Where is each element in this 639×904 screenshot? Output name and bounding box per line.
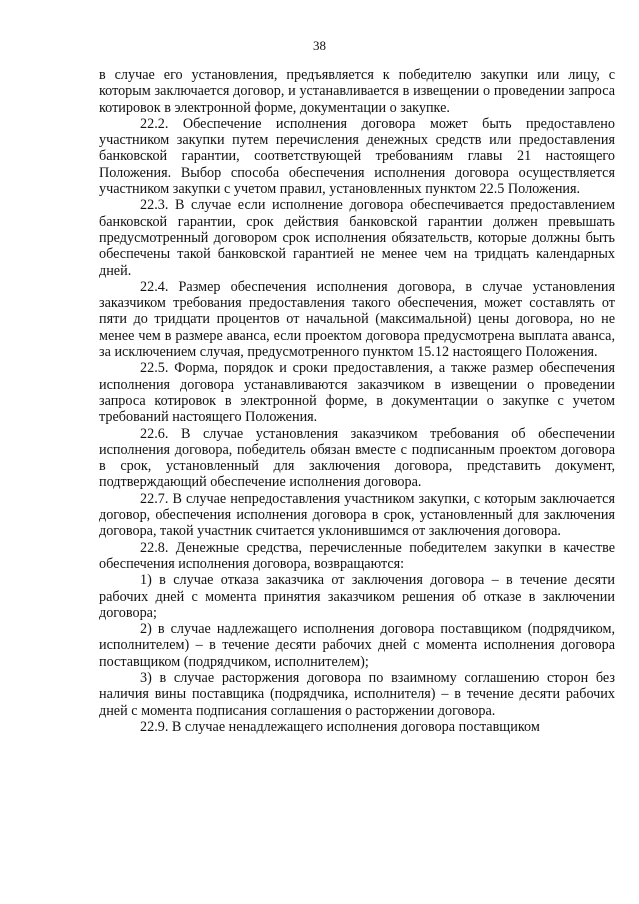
list-item-22-8-3: 3) в случае расторжения договора по взаимному соглашению сторон без наличия вины поставщика (подрядчика, исполнителя) – в течение десяти рабочих дней с момента подписания соглашения о расторжении договора. (99, 669, 615, 719)
paragraph-22-5: 22.5. Форма, порядок и сроки предоставления, а также размер обеспечения исполнения договора устанавливаются заказчиком в извещении о проведении запроса котировок в электронной форме, в документации о закупке с учетом требований настоящего Положения. (99, 360, 615, 426)
paragraph-22-6: 22.6. В случае установления заказчиком требования об обеспечении исполнения договора, победитель обязан вместе с подписанным проектом договора в срок, установленный для заключения договора, представить документ, подтверждающий обеспечение исполнения договора. (99, 425, 615, 491)
paragraph-22-8: 22.8. Денежные средства, перечисленные победителем закупки в качестве обеспечения исполнения договора, возвращаются: (99, 539, 615, 572)
paragraph-22-3: 22.3. В случае если исполнение договора обеспечивается предоставлением банковской гарантии, срок действия банковской гарантии должен превышать предусмотренный договором срок исполнения обязательств, которые должны быть обеспечены такой банковской гарантией не менее чем на тридцать календарных дней. (99, 197, 615, 279)
page-number: 38 (313, 38, 326, 53)
list-item-22-8-1: 1) в случае отказа заказчика от заключения договора – в течение десяти рабочих дней с момента принятия заказчиком решения об отказе в заключении договора; (99, 572, 615, 621)
document-body (99, 67, 615, 735)
paragraph-22-2: 22.2. Обеспечение исполнения договора может быть предоставлено участником закупки путем перечисления денежных средств или предоставления банковской гарантии, соответствующей требованиям главы 21 настоящего Положения. Выбор способа обеспечения исполнения договора осуществляется участником закупки с учетом правил, установленных пунктом 22.5 Положения. (99, 115, 615, 198)
paragraph-continuation: в случае его установления, предъявляется к победителю закупки или лицу, с которым заключается договор, и устанавливается в извещении о проведении запроса котировок в электронной форме, документации о закупке. (99, 67, 615, 116)
list-item-22-8-2: 2) в случае надлежащего исполнения договора поставщиком (подрядчиком, исполнителем) – в течение десяти рабочих дней с момента исполнения договора поставщиком (подрядчиком, исполнителем); (99, 621, 615, 670)
paragraph-22-4: 22.4. Размер обеспечения исполнения договора, в случае установления заказчиком требования предоставления такого обеспечения, может составлять от пяти до тридцати процентов от начальной (максимальной) цены договора, но не менее чем в размере аванса, если проектом договора предусмотрена выплата аванса, за исключением случая, предусмотренного пунктом 15.12 настоящего Положения. (99, 278, 615, 361)
paragraph-22-9: 22.9. В случае ненадлежащего исполнения договора поставщиком (140, 718, 540, 735)
paragraph-22-7: 22.7. В случае непредоставления участником закупки, с которым заключается договор, обеспечения исполнения договора в срок, установленный для заключения договора, такой участник считается уклонившимся от заключения договора. (99, 490, 615, 540)
